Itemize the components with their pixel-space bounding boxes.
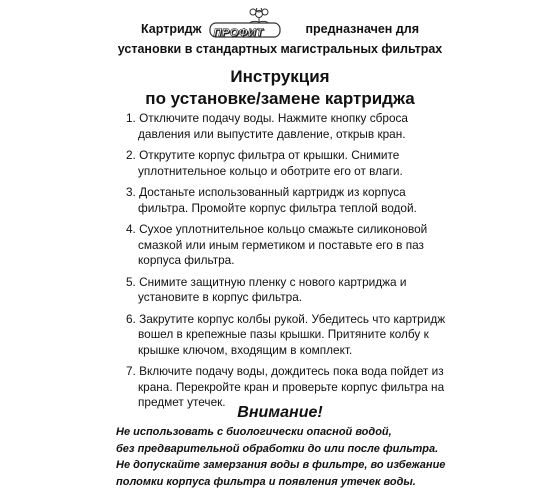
warning-line: Не использовать с биологически опасной водой, xyxy=(116,426,392,438)
step-7: 7. Включите подачу воды, дождитесь пока вода пойдет из крана. Перекройте кран и проверьте корпус фильтра на предмет утечек. xyxy=(126,364,445,409)
step-6: 6. Закрутите корпус колбы рукой. Убедитесь что картридж вошел в крепежные пазы крышки. Притяните колбу к крышке ключом, входящим в комплект. xyxy=(126,311,446,357)
intro-text-right: предназначен для xyxy=(305,22,419,36)
warning-line: без предварительной обработки до или после фильтра. xyxy=(116,442,439,455)
intro-text-left: Картридж xyxy=(141,22,202,36)
intro-header xyxy=(0,18,560,58)
warning-line: поломки корпуса фильтра и появления утечек воды. xyxy=(116,475,416,488)
profit-logo xyxy=(207,18,299,40)
document-title: Инструкция xyxy=(230,67,330,86)
warning-text xyxy=(116,424,446,490)
step-1: 1. Отключите подачу воды. Нажмите кнопку сброса давления или выпустите давление, открыв кран. xyxy=(126,111,408,141)
intro-line-2: установки в стандартных магистральных фильтрах xyxy=(117,42,443,56)
step-4: 4. Сухое уплотнительное кольцо смажьте силиконовой смазкой или иным герметиком и поставьте его в паз корпуса фильтра. xyxy=(126,222,428,267)
intro-line-1 xyxy=(0,18,560,40)
warning-line: Не допускайте замерзания воды в фильтре, во избежание xyxy=(116,459,446,471)
logo-text: ПРОФИТ xyxy=(213,27,264,39)
step-3: 3. Достаньте использованный картридж из корпуса фильтра. Промойте корпус фильтра теплой водой. xyxy=(126,185,417,215)
step-5: 5. Снимите защитную пленку с нового картриджа и установите в корпус фильтра. xyxy=(126,274,407,304)
step-2: 2. Открутите корпус фильтра от крышки. Снимите уплотнительное кольцо и оботрите его от влаги. xyxy=(126,148,403,178)
warning-title: Внимание! xyxy=(237,404,323,421)
document-subtitle: по установке/замене картриджа xyxy=(145,89,415,108)
instruction-steps xyxy=(126,111,456,417)
